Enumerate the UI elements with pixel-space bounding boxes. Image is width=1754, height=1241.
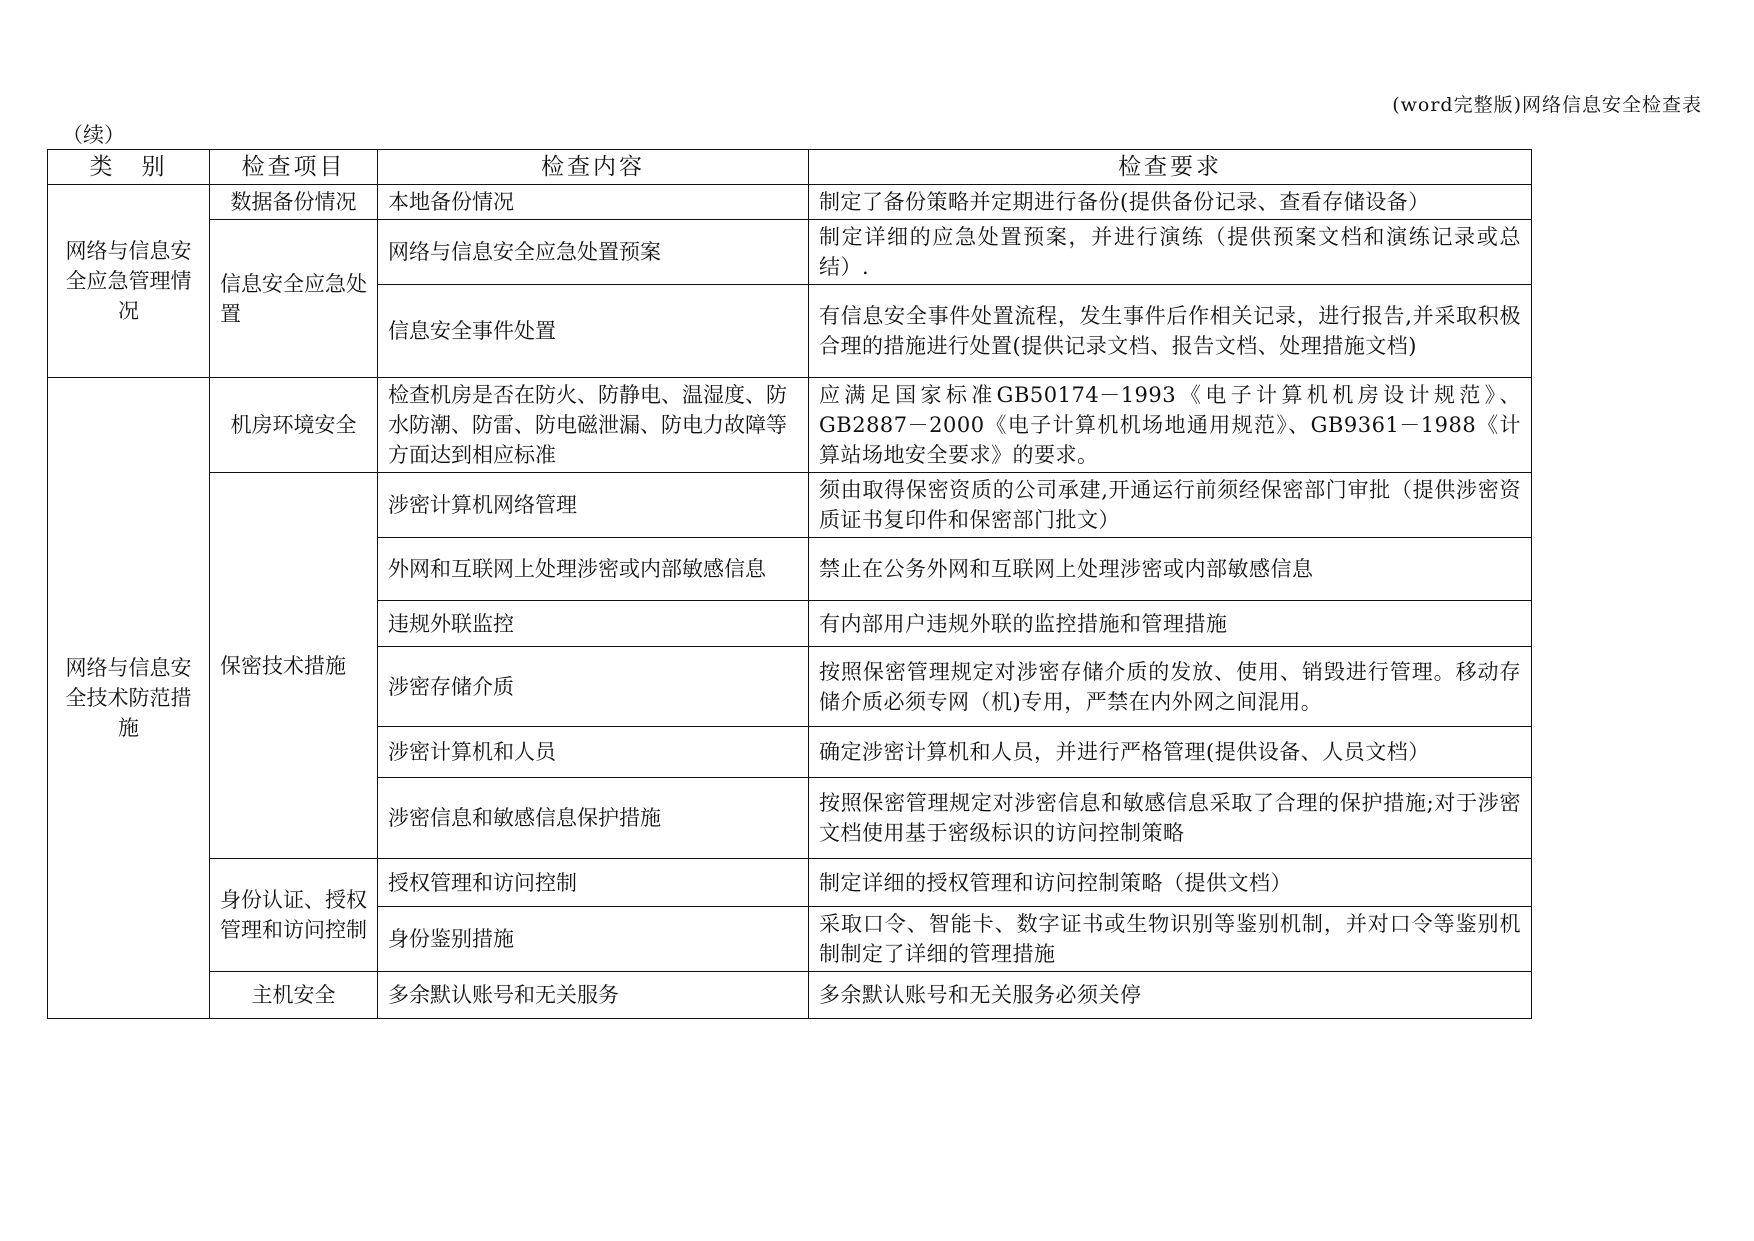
content-cell: 违规外联监控 (378, 601, 809, 647)
requirement-cell: 应满足国家标准GB50174－1993《电子计算机机房设计规范》、GB2887－2000《电子计算机机场地通用规范》、GB9361－1988《计算站场地安全要求》的要求。 (809, 378, 1532, 473)
category-cell: 网络与信息安全技术防范措施 (48, 378, 210, 1019)
requirement-cell: 按照保密管理规定对涉密信息和敏感信息采取了合理的保护措施;对于涉密文档使用基于密级标识的访问控制策略 (809, 778, 1532, 859)
inspection-table (47, 149, 1532, 1019)
content-cell: 涉密计算机和人员 (378, 727, 809, 778)
content-cell: 涉密信息和敏感信息保护措施 (378, 778, 809, 859)
header-item: 检查项目 (210, 150, 378, 185)
requirement-cell: 有信息安全事件处置流程，发生事件后作相关记录，进行报告,并采取积极合理的措施进行处置(提供记录文档、报告文档、处理措施文档) (809, 285, 1532, 378)
requirement-cell: 禁止在公务外网和互联网上处理涉密或内部敏感信息 (809, 538, 1532, 601)
continuation-label: （续） (62, 123, 125, 147)
item-cell: 信息安全应急处置 (210, 220, 378, 378)
content-cell: 授权管理和访问控制 (378, 859, 809, 907)
category-cell: 网络与信息安全应急管理情况 (48, 185, 210, 378)
requirement-cell: 须由取得保密资质的公司承建,开通运行前须经保密部门审批（提供涉密资质证书复印件和保密部门批文） (809, 473, 1532, 538)
requirement-cell: 有内部用户违规外联的监控措施和管理措施 (809, 601, 1532, 647)
table-row (48, 220, 1532, 285)
item-cell: 数据备份情况 (210, 185, 378, 220)
item-cell: 机房环境安全 (210, 378, 378, 473)
requirement-cell: 制定详细的应急处置预案，并进行演练（提供预案文档和演练记录或总结）. (809, 220, 1532, 285)
requirement-cell: 制定了备份策略并定期进行备份(提供备份记录、查看存储设备） (809, 185, 1532, 220)
table-row (48, 972, 1532, 1019)
header-category: 类 别 (48, 150, 210, 185)
content-cell: 网络与信息安全应急处置预案 (378, 220, 809, 285)
content-cell: 信息安全事件处置 (378, 285, 809, 378)
content-cell: 多余默认账号和无关服务 (378, 972, 809, 1019)
content-cell: 身份鉴别措施 (378, 907, 809, 972)
content-cell: 外网和互联网上处理涉密或内部敏感信息 (378, 538, 809, 601)
requirement-cell: 确定涉密计算机和人员，并进行严格管理(提供设备、人员文档） (809, 727, 1532, 778)
header-content: 检查内容 (378, 150, 809, 185)
requirement-cell: 按照保密管理规定对涉密存储介质的发放、使用、销毁进行管理。移动存储介质必须专网（机)专用，严禁在内外网之间混用。 (809, 647, 1532, 727)
table-row (48, 378, 1532, 473)
content-cell: 检查机房是否在防火、防静电、温湿度、防水防潮、防雷、防电磁泄漏、防电力故障等方面达到相应标准 (378, 378, 809, 473)
header-row (48, 150, 1532, 185)
item-cell: 主机安全 (210, 972, 378, 1019)
requirement-cell: 多余默认账号和无关服务必须关停 (809, 972, 1532, 1019)
content-cell: 涉密计算机网络管理 (378, 473, 809, 538)
running-header: (word完整版)网络信息安全检查表 (1392, 94, 1702, 116)
content-cell: 本地备份情况 (378, 185, 809, 220)
requirement-cell: 制定详细的授权管理和访问控制策略（提供文档） (809, 859, 1532, 907)
table-row (48, 473, 1532, 538)
header-requirement: 检查要求 (809, 150, 1532, 185)
item-cell: 身份认证、授权管理和访问控制 (210, 859, 378, 972)
table-row (48, 185, 1532, 220)
content-cell: 涉密存储介质 (378, 647, 809, 727)
item-cell: 保密技术措施 (210, 473, 378, 859)
table-row (48, 859, 1532, 907)
requirement-cell: 采取口令、智能卡、数字证书或生物识别等鉴别机制，并对口令等鉴别机制制定了详细的管理措施 (809, 907, 1532, 972)
